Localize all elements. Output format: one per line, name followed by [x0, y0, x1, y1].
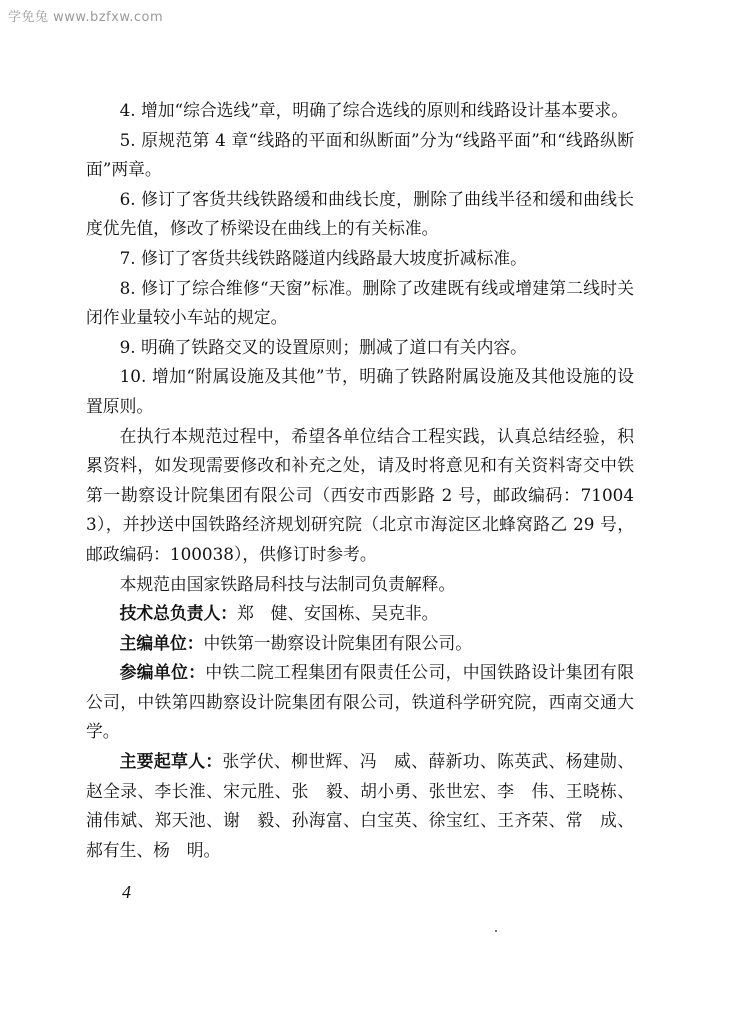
co-editor-orgs: 中铁二院工程集团有限责任公司，中国铁路设计集团有限公司，中铁第四勘察设计院集团有限公司，铁道科学研究院，西南交通大学。 — [86, 662, 634, 742]
drafters-line — [86, 747, 634, 865]
item-7: 7. 修订了客货共线铁路隧道内线路最大坡度折减标准。 — [119, 247, 527, 268]
drafters-label: 主要起草人： — [119, 751, 223, 772]
chief-editor-org: 中铁第一勘察设计院集团有限公司。 — [203, 632, 473, 653]
document-body — [86, 96, 634, 865]
item-6: 6. 修订了客货共线铁路缓和曲线长度，删除了曲线半径和缓和曲线长度优先值，修改了桥梁设在曲线上的有关标准。 — [86, 188, 634, 239]
page-number: 4 — [122, 882, 131, 902]
scan-speck — [495, 930, 497, 932]
item-9: 9. 明确了铁路交叉的设置原则；删减了道口有关内容。 — [119, 336, 527, 357]
tech-lead-label: 技术总负责人： — [119, 603, 238, 624]
item-5: 5. 原规范第 4 章“线路的平面和纵断面”分为“线路平面”和“线路纵断面”两章。 — [86, 129, 634, 180]
execution-note: 在执行本规范过程中，希望各单位结合工程实践，认真总结经验，积累资料，如发现需要修改和补充之处，请及时将意见和有关资料寄交中铁第一勘察设计院集团有限公司（西安市西影路 2 号，邮政编码：710043），并抄送中国铁路经济规划研究院（北京市海淀区北蜂窝路乙 29 号，邮政编码：100038），供修订时参考。 — [86, 425, 634, 564]
item-10: 10. 增加“附属设施及其他”节，明确了铁路附属设施及其他设施的设置原则。 — [86, 366, 634, 416]
item-4: 4. 增加“综合选线”章，明确了综合选线的原则和线路设计基本要求。 — [119, 100, 628, 120]
co-editor-line — [86, 658, 634, 747]
tech-lead-line — [86, 599, 634, 629]
drafters-names: 张学伏、柳世辉、冯 威、薛新功、陈英武、杨建勋、赵全录、李长淮、宋元胜、张 毅、胡小勇、张世宏、李 伟、王晓栋、浦伟斌、郑天池、谢 毅、孙海富、白宝英、徐宝红、王齐荣、常 成、郝有生、杨 明。 — [86, 751, 634, 860]
co-editor-label: 参编单位： — [119, 662, 206, 683]
chief-editor-line — [86, 629, 634, 659]
interpretation-note: 本规范由国家铁路局科技与法制司负责解释。 — [119, 573, 456, 594]
item-8: 8. 修订了综合维修“天窗”标准。删除了改建既有线或增建第二线时关闭作业量较小车站的规定。 — [86, 277, 634, 328]
chief-editor-label: 主编单位： — [119, 632, 204, 653]
tech-lead-names: 郑 健、安国栋、吴克非。 — [237, 603, 439, 624]
watermark-text: 学免兔 www.bzfxw.com — [8, 10, 164, 25]
